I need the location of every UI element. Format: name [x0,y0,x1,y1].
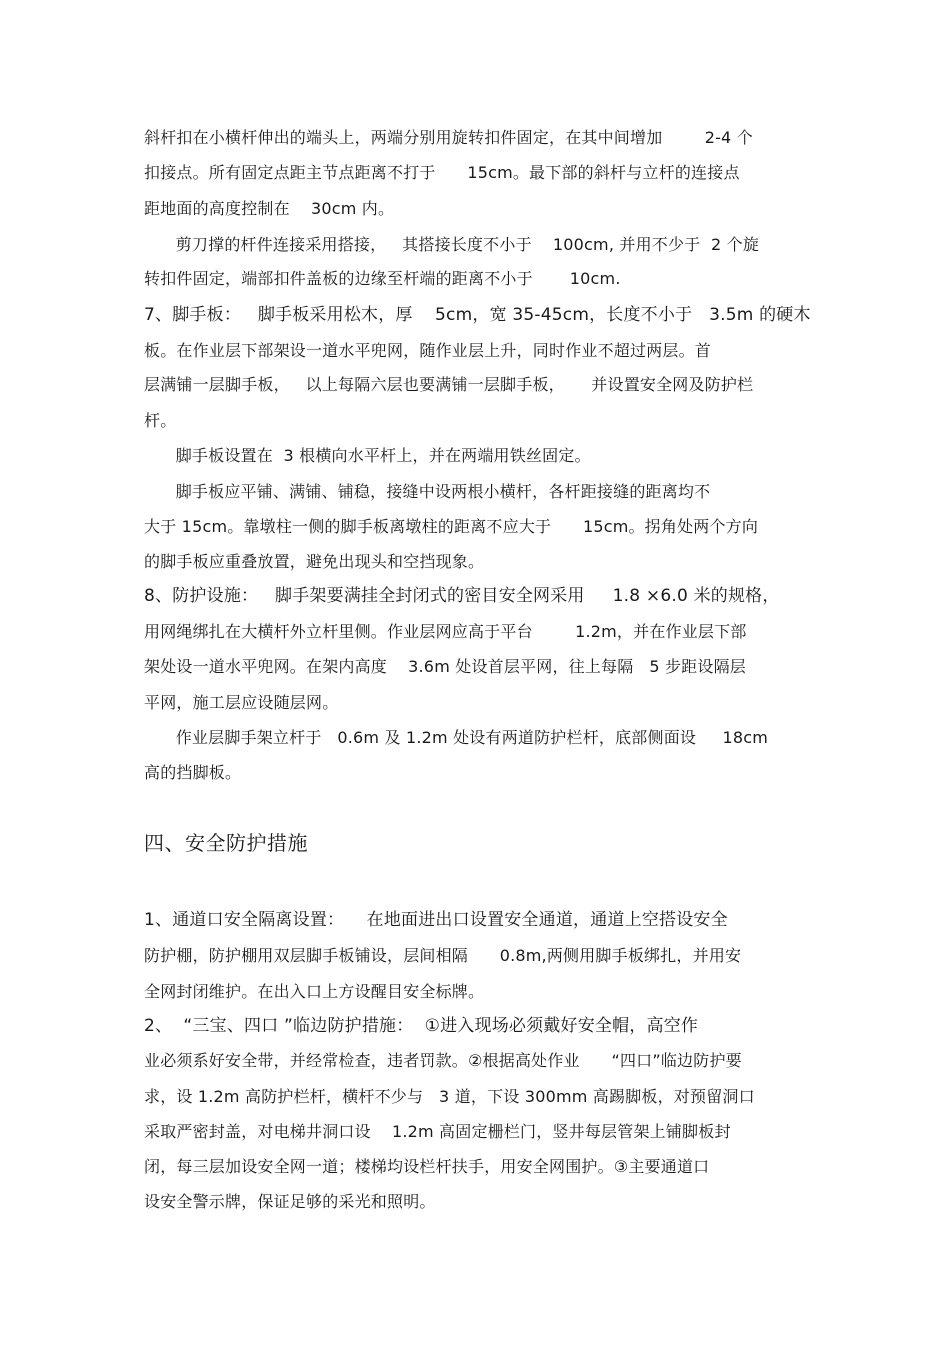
body-line: 大于 15cm。靠墩柱一侧的脚手板离墩柱的距离不应大于 15cm。拐角处两个方向 [144,517,759,536]
body-line: 板。在作业层下部架设一道水平兜网，随作业层上升，同时作业不超过两层。首 [144,341,712,360]
body-line: 剪刀撑的杆件连接采用搭接， 其搭接长度不小于 100cm, 并用不少于 2 个旋 [144,235,760,254]
section-title: 四、安全防护措施 [144,831,308,855]
body-line: 防护棚，防护棚用双层脚手板铺设，层间相隔 0.8m,两侧用脚手板绑扎，并用安 [144,946,742,965]
body-line: 架处设一道水平兜网。在架内高度 3.6m 处设首层平网，往上每隔 5 步距设隔层 [144,657,746,676]
body-line: 平网，施工层应设随层网。 [144,693,339,712]
item-heading-line: 1、通道口安全隔离设置： 在地面进出口设置安全通道，通道上空搭设安全 [144,910,728,930]
body-line: 全网封闭维护。在出入口上方设醒目安全标牌。 [144,982,485,1001]
body-line: 求，设 1.2m 高防护栏杆，横杆不少与 3 道，下设 300mm 高踢脚板，对预留洞口 [144,1087,755,1106]
item-heading-line: 8、防护设施： 脚手架要满挂全封闭式的密目安全网采用 1.8 ×6.0 米的规格， [144,586,780,606]
body-line: 的脚手板应重叠放置，避免出现头和空挡现象。 [144,552,485,571]
body-line: 闭，每三层加设安全网一道；楼梯均设栏杆扶手，用安全网围护。③主要通道口 [144,1157,710,1176]
body-line: 高的挡脚板。 [144,763,242,782]
item-heading-line: 7、脚手板： 脚手板采用松木，厚 5cm，宽 35-45cm，长度不小于 3.5m 的硬木 [144,305,811,325]
body-line: 脚手板设置在 3 根横向水平杆上，并在两端用铁丝固定。 [144,446,591,465]
body-line: 设安全警示牌，保证足够的采光和照明。 [144,1192,436,1211]
body-line: 脚手板应平铺、满铺、铺稳，接缝中设两根小横杆，各杆距接缝的距离均不 [144,482,711,501]
body-line: 扣接点。所有固定点距主节点距离不打于 15cm。最下部的斜杆与立杆的连接点 [144,163,740,182]
body-line: 斜杆扣在小横杆伸出的端头上，两端分别用旋转扣件固定，在其中间增加 2-4 个 [144,128,753,147]
body-line: 杆。 [144,411,177,430]
item-heading-line: 2、 “三宝、四口 ”临边防护措施： ①进入现场必须戴好安全帽，高空作 [144,1016,699,1036]
body-line: 采取严密封盖，对电梯井洞口设 1.2m 高固定栅栏门，竖井每层管架上铺脚板封 [144,1122,731,1141]
body-line: 转扣件固定，端部扣件盖板的边缘至杆端的距离不小于 10cm. [144,269,621,288]
body-line: 用网绳绑扎在大横杆外立杆里侧。作业层网应高于平台 1.2m，并在作业层下部 [144,622,747,641]
body-line: 业必须系好安全带，并经常检查，违者罚款。②根据高处作业 “四口”临边防护要 [144,1051,742,1070]
body-line: 距地面的高度控制在 30cm 内。 [144,199,395,218]
body-line: 作业层脚手架立杆于 0.6m 及 1.2m 处设有两道防护栏杆，底部侧面设 18cm [144,728,769,747]
body-line: 层满铺一层脚手板， 以上每隔六层也要满铺一层脚手板， 并设置安全网及防护栏 [144,375,754,394]
